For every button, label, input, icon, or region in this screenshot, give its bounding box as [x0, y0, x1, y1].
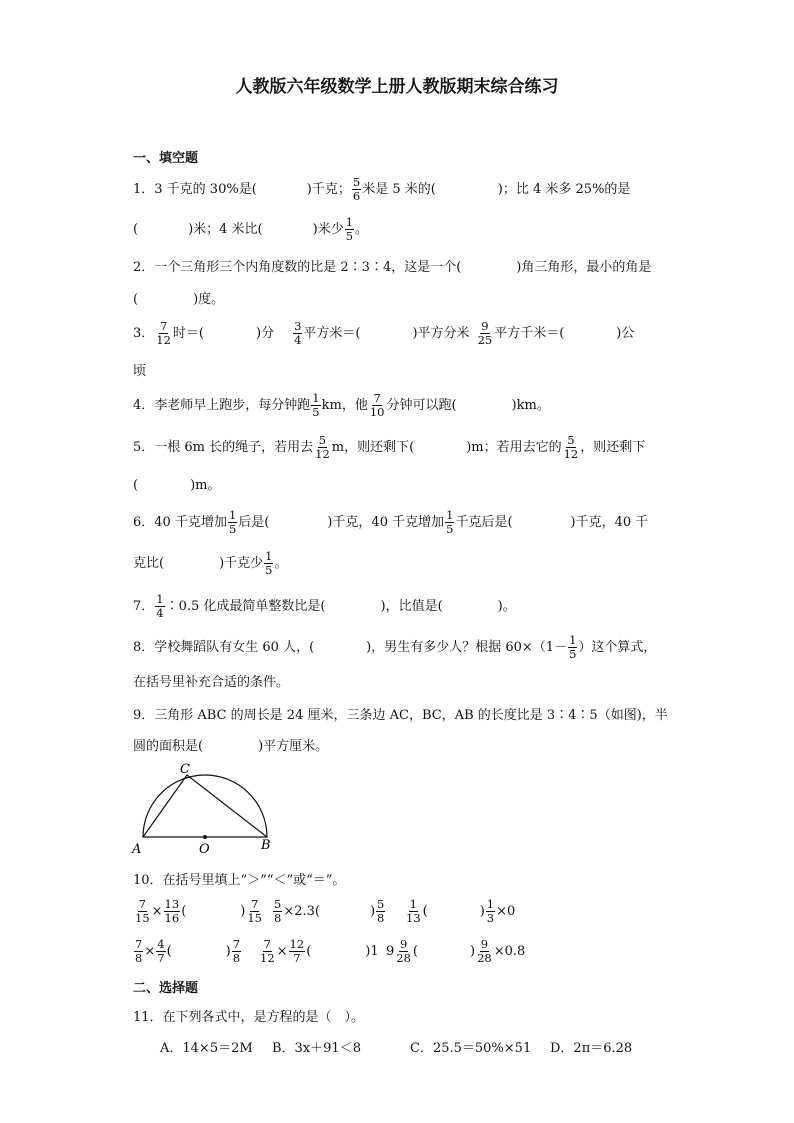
- option-d[interactable]: D．2π＝6.28: [550, 1041, 633, 1056]
- question-10-row-1-item-3: $\frac{1}{13}$ ( ) $\frac{1}{3}$ ×0: [406, 897, 516, 925]
- fraction: $\frac{7}{8}$: [232, 937, 241, 965]
- triangle-abc: [143, 775, 267, 837]
- fraction: $\frac{7}{15}$: [247, 897, 262, 925]
- question-4: 4．李老师早上跑步，每分钟跑 $\frac{1}{5}$ km，他 $\frac{7}{10}$ 分钟可以跑( )km。: [133, 391, 550, 419]
- q1-text-c: 米是 5 米的(: [362, 182, 436, 197]
- semicircle: [143, 775, 267, 837]
- fraction: $\frac{1}{5}$: [228, 508, 237, 536]
- question-9-line-1: 9．三角形 ABC 的周长是 24 厘米，三条边 AC，BC，AB 的长度比是 3∶4∶5（如图)，半: [133, 708, 668, 723]
- fraction: $\frac{1}{4}$: [156, 592, 164, 620]
- fraction: $\frac{13}{16}$: [164, 897, 180, 925]
- fraction: $\frac{9}{25}$: [477, 319, 493, 347]
- q1-text-d: )；比 4 米多 25%的是: [497, 182, 631, 197]
- option-b[interactable]: B．3x＋91＜8: [272, 1041, 361, 1056]
- question-1-line-1: [133, 176, 630, 203]
- question-10-row-1-item-2: $\frac{5}{8}$ ×2.3( ) $\frac{5}{8}$: [274, 897, 385, 925]
- q1-text-a: 1．3 千克的 30%是(: [133, 182, 257, 197]
- fraction: $\frac{7}{12}$: [260, 937, 275, 965]
- question-10-row-1-item-1: $\frac{7}{15}$ × $\frac{13}{16}$ ( ) $\frac{7}{15}$: [135, 897, 262, 925]
- section-choice-title: 二、选择题: [133, 981, 199, 996]
- fraction: $\frac{7}{10}$: [369, 391, 385, 419]
- question-11: 11．在下列各式中，是方程的是（ ）。: [133, 1010, 365, 1025]
- option-c[interactable]: C．25.5＝50%×51: [410, 1041, 532, 1056]
- question-3-line-2: 顷: [133, 364, 147, 379]
- fraction: $\frac{1}{5}$: [569, 633, 577, 661]
- fraction: $\frac{5}{8}$: [377, 897, 385, 925]
- semicircle-triangle-figure: [128, 758, 288, 858]
- question-2-line-2: ( )度。: [133, 292, 225, 307]
- label-o: O: [199, 842, 210, 857]
- fraction: $\frac{1}{5}$: [345, 215, 354, 243]
- fraction: $\frac{9}{28}$: [477, 937, 492, 965]
- fraction: $\frac{1}{3}$: [486, 897, 495, 925]
- question-10-row-2-item-2: $\frac{7}{12}$ × $\frac{12}{7}$ ( )1: [260, 937, 379, 965]
- fraction: $\frac{1}{5}$: [312, 391, 320, 419]
- fraction: $\frac{5}{12}$: [563, 433, 579, 461]
- question-10-row-2-item-3: 9 $\frac{9}{28}$ ( ) $\frac{9}{28}$ ×0.8: [386, 937, 526, 965]
- label-c: C: [180, 762, 190, 777]
- fraction: $\frac{7}{12}$: [156, 319, 171, 347]
- fraction: $\frac{1}{5}$: [265, 549, 273, 577]
- fraction: $\frac{1}{13}$: [406, 897, 421, 925]
- center-point-o: [203, 835, 207, 839]
- fraction: $\frac{1}{5}$: [446, 508, 454, 536]
- question-10-title: 10．在括号里填上“＞”“＜”或“＝”。: [133, 873, 346, 888]
- question-1-line-2: ( )米；4 米比( )米少 $\frac{1}{5}$ 。: [133, 215, 369, 243]
- section-fill-in-title: 一、填空题: [133, 151, 199, 166]
- question-7: 7． $\frac{1}{4}$ ∶0.5 化成最简单整数比是( )，比值是( )。: [133, 592, 516, 620]
- option-a[interactable]: A．14×5＝2M: [160, 1041, 253, 1056]
- q1-text-b: )千克；: [306, 182, 351, 197]
- label-b: B: [261, 838, 271, 853]
- fraction: $\frac{5}{6}$: [352, 175, 361, 203]
- fraction: $\frac{5}{12}$: [315, 433, 330, 461]
- fraction: $\frac{4}{7}$: [157, 937, 165, 965]
- question-10-row-2-item-1: $\frac{7}{8}$ × $\frac{4}{7}$ ( ) $\frac{7}{8}$: [135, 937, 241, 965]
- question-5-line-1: 5．一根 6m 长的绳子，若用去 $\frac{5}{12}$ m，则还剩下( )m；若用去它的 $\frac{5}{12}$ ，则还剩下: [133, 433, 646, 461]
- fraction: $\frac{7}{15}$: [135, 897, 150, 925]
- question-6-line-1: 6．40 千克增加 $\frac{1}{5}$ 后是( )千克，40 千克增加 $\frac{1}{5}$ 千克后是( )千克，40 千: [133, 508, 649, 536]
- fraction: $\frac{7}{8}$: [135, 937, 143, 965]
- question-8-line-1: 8．学校舞蹈队有女生 60 人，( )，男生有多少人？根据 60×（1－ $\frac{1}{5}$ ）这个算式，: [133, 633, 657, 661]
- fraction: $\frac{12}{7}$: [289, 937, 305, 965]
- question-5-line-2: ( )m。: [133, 478, 221, 493]
- fraction: $\frac{5}{8}$: [274, 897, 282, 925]
- question-8-line-2: 在括号里补充合适的条件。: [133, 675, 290, 690]
- question-6-line-2: 克比( )千克少 $\frac{1}{5}$ 。: [133, 549, 288, 577]
- question-9-line-2: 圆的面积是( )平方厘米。: [133, 739, 329, 754]
- question-2-line-1: 2．一个三角形三个内角度数的比是 2∶3∶4，这是一个( )角三角形，最小的角是: [133, 260, 652, 275]
- fraction: $\frac{9}{28}$: [396, 937, 411, 965]
- fraction: $\frac{3}{4}$: [294, 319, 302, 347]
- question-3-line-1: 3． $\frac{7}{12}$ 时＝( )分 $\frac{3}{4}$ 平方米＝( )平方分米 $\frac{9}{25}$ 平方千米＝( )公: [133, 319, 635, 347]
- label-a: A: [132, 842, 142, 857]
- page-title: 人教版六年级数学上册人教版期末综合练习: [235, 77, 559, 97]
